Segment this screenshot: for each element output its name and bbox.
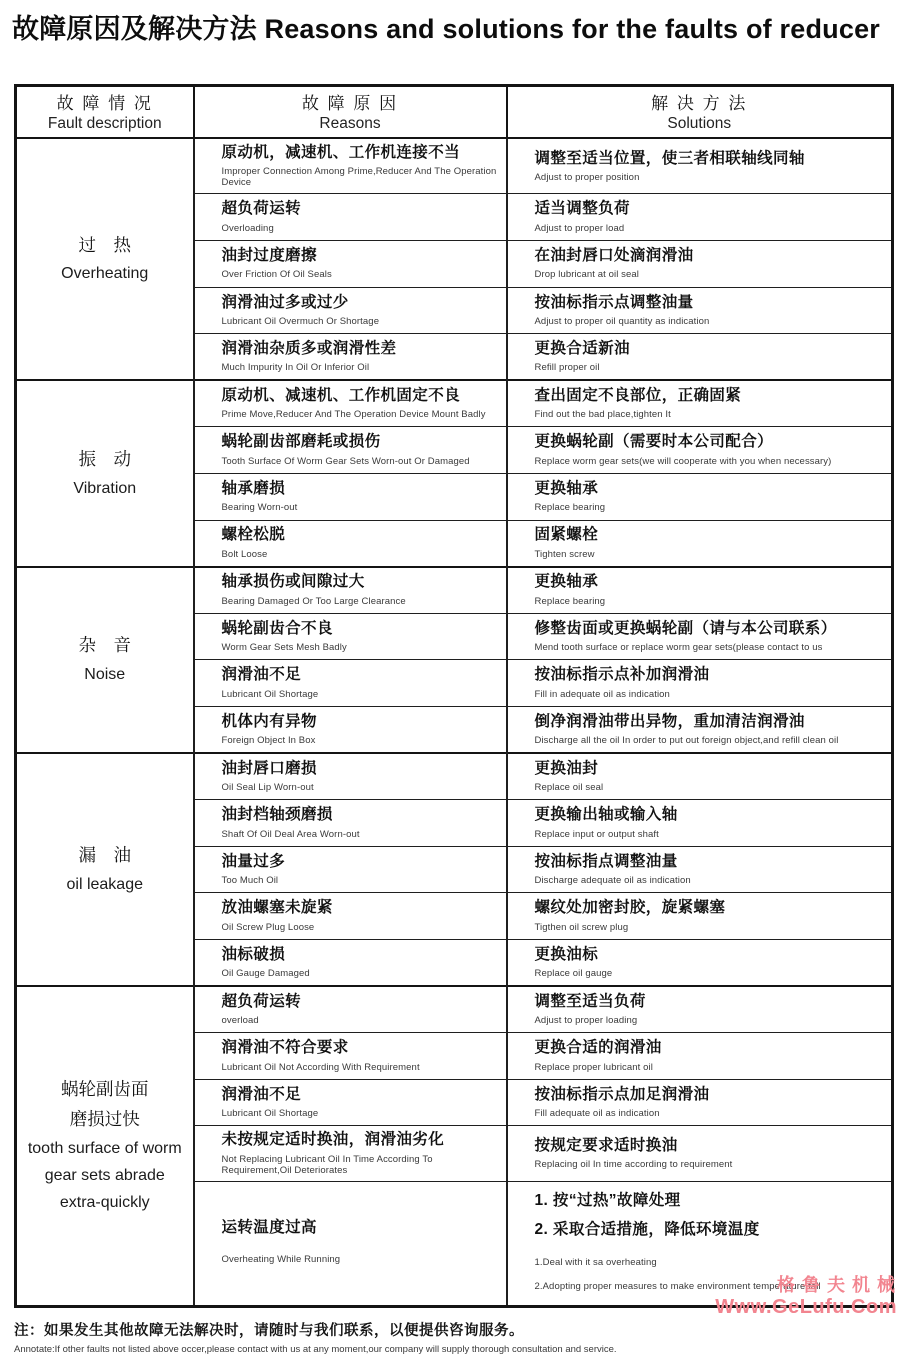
reason-text-zh: 蜗轮副齿部磨耗或损伤 <box>221 433 381 451</box>
fault-label-en: Overheating <box>61 265 149 283</box>
reason-text-en: Improper Connection Among Prime,Reducer And The Operation Device <box>221 166 497 189</box>
fault-label-zh: 振 动 <box>78 448 131 469</box>
solution-text-en: Drop lubricant at oil seal <box>534 269 640 281</box>
solution-text-zh: 更换合适新油 <box>534 340 630 358</box>
solution-text-en: Fill adequate oil as indication <box>534 1108 660 1120</box>
solution-text-en: Fill in adequate oil as indication <box>534 688 670 700</box>
solution-text-zh: 按油标指示点调整油量 <box>534 293 694 311</box>
fault-label-en: tooth surface of worm gear sets abrade extra-quickly <box>27 1139 182 1212</box>
reason-cell <box>194 939 507 986</box>
solution-text-zh: 倒净润滑油带出异物，重加清洁润滑油 <box>534 712 805 730</box>
solution-text-zh: 修整齿面或更换蜗轮副（请与本公司联系） <box>534 619 837 637</box>
reason-text-en: Much Impurity In Oil Or Inferior Oil <box>221 362 370 374</box>
solution-text-zh: 更换轴承 <box>534 480 599 498</box>
solution-cell <box>507 380 893 427</box>
reason-cell <box>194 520 507 567</box>
solution-cell <box>507 567 893 614</box>
reason-text-zh: 润滑油不符合要求 <box>221 1039 349 1057</box>
solution-text-en: Adjust to proper loading <box>534 1015 638 1027</box>
solution-cell <box>507 1079 893 1126</box>
reason-cell <box>194 287 507 334</box>
solution-text-zh: 按油标指示点加足润滑油 <box>534 1085 710 1103</box>
reason-text-en: Prime Move,Reducer And The Operation Device Mount Badly <box>221 409 486 421</box>
solution-cell <box>507 660 893 707</box>
solution-cell <box>507 1126 893 1181</box>
reason-text-zh: 润滑油过多或过少 <box>221 293 349 311</box>
solution-text-zh: 固紧螺栓 <box>534 526 599 544</box>
fault-label-en: Noise <box>84 666 126 684</box>
header-solutions <box>507 86 893 139</box>
table-row <box>16 138 893 194</box>
reason-text-zh: 机体内有异物 <box>221 712 317 730</box>
reason-text-en: Bearing Worn-out <box>221 502 298 514</box>
solution-text-zh: 更换输出轴或输入轴 <box>534 806 678 824</box>
solution-text-en: Replace input or output shaft <box>534 828 659 840</box>
reason-text-en: Oil Screw Plug Loose <box>221 921 315 933</box>
solution-text-zh: 调整至适当位置，使三者相联轴线同轴 <box>534 149 805 167</box>
reason-text-zh: 运转温度过高 <box>221 1218 317 1236</box>
reason-cell <box>194 1033 507 1080</box>
header-fault-description-en: Fault description <box>47 115 162 132</box>
header-reasons <box>194 86 507 139</box>
header-solutions-en: Solutions <box>667 115 732 132</box>
table-row <box>16 380 893 427</box>
solution-text-zh: 按油标指示点补加润滑油 <box>534 666 710 684</box>
reason-text-en: Lubricant Oil Overmuch Or Shortage <box>221 316 380 328</box>
solution-text-zh: 在油封唇口处滴润滑油 <box>534 247 694 265</box>
solution-text-en: Replace worm gear sets(we will cooperate with you when necessary) <box>534 455 832 467</box>
solution-text-en: Discharge adequate oil as indication <box>534 875 691 887</box>
solution-text-en: Mend tooth surface or replace worm gear sets(please contact to us <box>534 642 823 654</box>
table-body <box>16 138 893 1306</box>
reason-text-en: Lubricant Oil Not According With Requirement <box>221 1061 420 1073</box>
solution-cell <box>507 287 893 334</box>
reason-text-zh: 放油螺塞未旋紧 <box>221 899 333 917</box>
solution-text-zh: 更换轴承 <box>534 573 599 591</box>
fault-label-en: Vibration <box>73 479 137 497</box>
reason-text-en: Overheating While Running <box>221 1254 341 1266</box>
reason-cell <box>194 334 507 381</box>
reason-text-zh: 未按规定适时换油，润滑油劣化 <box>221 1131 445 1149</box>
reason-text-en: Overloading <box>221 222 274 234</box>
solution-cell <box>507 138 893 194</box>
reason-cell <box>194 138 507 194</box>
header-solutions-zh: 解 决 方 法 <box>651 94 748 113</box>
solution-text-zh: 螺纹处加密封胶，旋紧螺塞 <box>534 899 726 917</box>
fault-label-zh: 过 热 <box>78 234 131 255</box>
reason-text-en: Too Much Oil <box>221 875 279 887</box>
header-fault-description <box>16 86 194 139</box>
page-title: 故障原因及解决方法 Reasons and solutions for the faults of reducer <box>12 14 880 44</box>
solution-text-zh: 按油标指点调整油量 <box>534 852 678 870</box>
reason-text-en: Bolt Loose <box>221 548 268 560</box>
solution-text-zh: 适当调整负荷 <box>534 200 630 218</box>
reason-text-zh: 超负荷运转 <box>221 200 302 218</box>
footnote-zh: 注：如果发生其他故障无法解决时，请随时与我们联系，以便提供咨询服务。 <box>14 1322 524 1339</box>
solution-text-zh: 更换合适的润滑油 <box>534 1039 662 1057</box>
solution-cell <box>507 939 893 986</box>
reason-text-zh: 原动机，减速机、工作机连接不当 <box>221 144 461 161</box>
reason-text-zh: 油封唇口磨损 <box>221 759 317 777</box>
reason-cell <box>194 473 507 520</box>
reason-cell <box>194 893 507 940</box>
solution-text-zh: 调整至适当负荷 <box>534 992 646 1010</box>
solution-text-zh: 更换蜗轮副（需要时本公司配合） <box>534 433 774 451</box>
reason-cell <box>194 194 507 241</box>
solution-cell <box>507 846 893 893</box>
solution-text-en: Replace bearing <box>534 502 606 514</box>
solution-text-en: Tigthen oil screw plug <box>534 921 629 933</box>
table-row <box>16 567 893 614</box>
reason-text-zh: 润滑油不足 <box>221 666 302 684</box>
fault-cell <box>16 138 194 380</box>
solution-text-zh: 1. 按“过热”故障处理 2. 采取合适措施，降低环境温度 <box>534 1191 760 1239</box>
fault-cell <box>16 986 194 1306</box>
header-reasons-zh: 故 障 原 因 <box>301 94 399 113</box>
reason-cell <box>194 1181 507 1306</box>
solution-cell <box>507 473 893 520</box>
reason-cell <box>194 846 507 893</box>
reason-cell <box>194 660 507 707</box>
reason-cell <box>194 753 507 800</box>
reason-cell <box>194 986 507 1033</box>
fault-table <box>14 84 894 1308</box>
solution-text-en: 1.Deal with it sa overheating 2.Adopting proper measures to make environment temperature fall <box>534 1256 821 1293</box>
table-header <box>16 86 893 139</box>
fault-label-zh: 蜗轮副齿面 磨损过快 <box>61 1079 149 1130</box>
solution-text-en: Replacing oil In time according to requirement <box>534 1159 733 1171</box>
reason-text-zh: 轴承损伤或间隙过大 <box>221 573 365 591</box>
header-reasons-en: Reasons <box>319 115 381 132</box>
solution-cell <box>507 753 893 800</box>
reason-text-zh: 油封过度磨擦 <box>221 247 317 265</box>
reason-text-en: Foreign Object In Box <box>221 735 316 747</box>
reason-text-zh: 润滑油杂质多或润滑性差 <box>221 340 397 358</box>
reason-cell <box>194 567 507 614</box>
solution-text-zh: 查出固定不良部位，正确固紧 <box>534 387 742 405</box>
solution-text-en: Replace oil seal <box>534 782 604 794</box>
header-fault-description-zh: 故 障 情 况 <box>56 94 153 113</box>
solution-cell <box>507 706 893 753</box>
solution-text-zh: 更换油标 <box>534 945 599 963</box>
solution-text-en: Adjust to proper load <box>534 222 625 234</box>
fault-table-container <box>14 84 891 1308</box>
table-row <box>16 986 893 1033</box>
reason-cell <box>194 1126 507 1181</box>
reason-text-zh: 超负荷运转 <box>221 992 302 1010</box>
table-row <box>16 753 893 800</box>
solution-cell <box>507 334 893 381</box>
solution-text-zh: 按规定要求适时换油 <box>534 1136 678 1154</box>
solution-cell <box>507 427 893 474</box>
fault-label-zh: 漏 油 <box>78 845 131 866</box>
reason-text-en: Lubricant Oil Shortage <box>221 688 319 700</box>
reason-cell <box>194 613 507 660</box>
solution-cell <box>507 800 893 847</box>
solution-cell <box>507 520 893 567</box>
solution-text-en: Discharge all the oil In order to put out foreign object,and refill clean oil <box>534 735 839 747</box>
reason-text-zh: 螺栓松脱 <box>221 526 286 544</box>
solution-text-en: Replace proper lubricant oil <box>534 1061 653 1073</box>
reason-cell <box>194 706 507 753</box>
reason-text-zh: 蜗轮副齿合不良 <box>221 619 333 637</box>
solution-cell <box>507 194 893 241</box>
watermark <box>715 1275 902 1318</box>
reason-text-en: overload <box>221 1015 259 1027</box>
footnote <box>14 1319 905 1355</box>
solution-text-zh: 更换油封 <box>534 759 599 777</box>
reason-cell <box>194 427 507 474</box>
solution-text-en: Adjust to proper oil quantity as indication <box>534 316 710 328</box>
fault-label-zh: 杂 音 <box>78 635 131 656</box>
solution-text-en: Replace bearing <box>534 595 606 607</box>
solution-text-en: Tighten screw <box>534 548 595 560</box>
fault-cell <box>16 753 194 986</box>
reason-text-zh: 原动机、减速机、工作机固定不良 <box>221 387 461 405</box>
reason-cell <box>194 800 507 847</box>
watermark-url: Www.GeLufu.Com <box>715 1295 897 1318</box>
reason-text-en: Shaft Of Oil Deal Area Worn-out <box>221 828 360 840</box>
reason-text-zh: 油量过多 <box>221 852 286 870</box>
fault-cell <box>16 567 194 753</box>
reason-text-en: Oil Gauge Damaged <box>221 968 310 980</box>
footnote-en: Annotate:If other faults not listed above occer,please contact with us at any moment,our company will supply thorough consultation and service. <box>14 1343 617 1355</box>
reason-text-en: Worm Gear Sets Mesh Badly <box>221 642 347 654</box>
watermark-brand-zh: 格鲁夫机械 <box>777 1275 902 1295</box>
reason-text-zh: 油封档轴颈磨损 <box>221 806 333 824</box>
solution-cell <box>507 1033 893 1080</box>
reason-text-en: Bearing Damaged Or Too Large Clearance <box>221 595 406 607</box>
reason-cell <box>194 1079 507 1126</box>
solution-text-en: Adjust to proper position <box>534 171 640 183</box>
reason-text-en: Over Friction Of Oil Seals <box>221 269 332 281</box>
reason-text-en: Tooth Surface Of Worm Gear Sets Worn-out Or Damaged <box>221 455 470 467</box>
solution-cell <box>507 893 893 940</box>
reason-text-en: Not Replacing Lubricant Oil In Time According To Requirement,Oil Deteriorates <box>221 1153 433 1176</box>
reason-cell <box>194 380 507 427</box>
solution-cell <box>507 240 893 287</box>
reason-text-zh: 润滑油不足 <box>221 1085 302 1103</box>
fault-cell <box>16 380 194 566</box>
solution-cell <box>507 986 893 1033</box>
solution-cell <box>507 613 893 660</box>
solution-text-en: Find out the bad place,tighten It <box>534 409 671 421</box>
solution-text-en: Replace oil gauge <box>534 968 613 980</box>
reason-text-zh: 油标破损 <box>221 945 286 963</box>
reason-cell <box>194 240 507 287</box>
fault-label-en: oil leakage <box>66 875 143 893</box>
reason-text-zh: 轴承磨损 <box>221 480 286 498</box>
header-row <box>16 86 893 139</box>
reason-text-en: Lubricant Oil Shortage <box>221 1108 319 1120</box>
solution-text-en: Refill proper oil <box>534 362 600 374</box>
reason-text-en: Oil Seal Lip Worn-out <box>221 782 314 794</box>
